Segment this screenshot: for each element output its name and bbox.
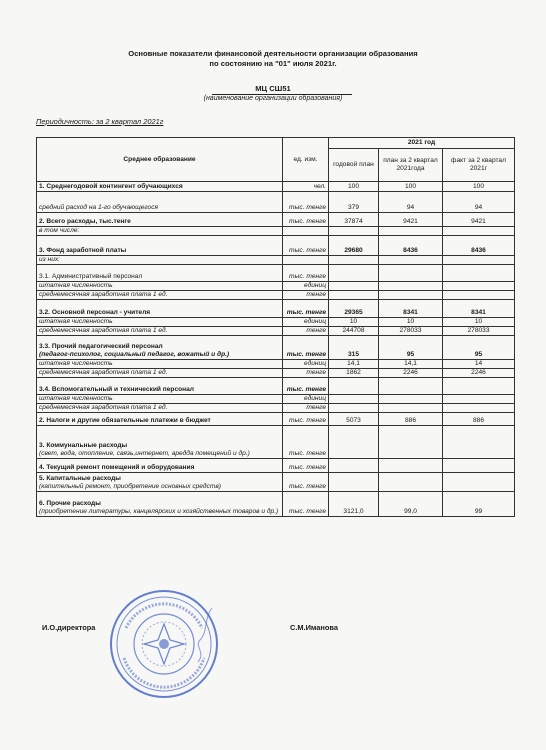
- row-unit: тыс. тенге: [283, 265, 329, 282]
- row-value-fact: 100: [443, 182, 515, 192]
- row-value-qplan: 8341: [379, 300, 443, 318]
- row-value-fact: [443, 291, 515, 300]
- row-value-plan: [329, 282, 379, 291]
- official-seal-stamp: [108, 588, 220, 700]
- table-row: [37, 192, 515, 213]
- table-row: [37, 336, 515, 360]
- row-label: 1. Среднегодовой контингент обучающихся: [37, 182, 283, 192]
- row-label: штатная численность: [37, 318, 283, 327]
- table-row: [37, 404, 515, 413]
- row-value-plan: [329, 256, 379, 265]
- table-row: [37, 291, 515, 300]
- row-value-qplan: [379, 282, 443, 291]
- row-value-qplan: 9421: [379, 213, 443, 227]
- row-value-qplan: [379, 426, 443, 459]
- row-label: среднемесячная заработная плата 1 ед.: [37, 404, 283, 413]
- row-unit: единиц: [283, 318, 329, 327]
- signature-position: И.О.директора: [42, 623, 96, 632]
- header-quarter-plan: план за 2 квартал 2021года: [379, 149, 443, 182]
- row-value-plan: [329, 395, 379, 404]
- row-value-fact: 95: [443, 336, 515, 360]
- table-row: [37, 395, 515, 404]
- row-label: 5. Капитальные расходы (капительный ремонт, приобретение основных средств): [37, 473, 283, 492]
- row-value-plan: [329, 473, 379, 492]
- table-row: [37, 426, 515, 459]
- row-label: 2. Налоги и другие обязательные платежи в бюджет: [37, 413, 283, 426]
- table-row: [37, 300, 515, 318]
- header-unit: ед. изм.: [283, 138, 329, 182]
- row-value-fact: [443, 265, 515, 282]
- row-value-fact: 99: [443, 492, 515, 517]
- header-quarter-fact: факт за 2 квартал 2021г: [443, 149, 515, 182]
- row-value-qplan: [379, 227, 443, 236]
- row-value-fact: [443, 426, 515, 459]
- row-value-plan: [329, 265, 379, 282]
- row-unit: тыс. тенге: [283, 473, 329, 492]
- row-value-qplan: 8436: [379, 236, 443, 256]
- organization-name: МЦ СШ51: [255, 84, 291, 93]
- row-value-plan: 29680: [329, 236, 379, 256]
- table-row: [37, 256, 515, 265]
- row-value-plan: 244708: [329, 327, 379, 336]
- row-value-qplan: [379, 291, 443, 300]
- row-value-plan: 3121,0: [329, 492, 379, 517]
- table-row: [37, 327, 515, 336]
- row-unit: тыс. тенге: [283, 236, 329, 256]
- table-row: [37, 236, 515, 256]
- table-row: [37, 492, 515, 517]
- document-title: Основные показатели финансовой деятельности организации образования: [128, 49, 418, 58]
- table-row: [37, 378, 515, 395]
- row-label: 4. Текущий ремонт помещений и оборудования: [37, 459, 283, 473]
- row-value-qplan: 99,0: [379, 492, 443, 517]
- table-row: [37, 282, 515, 291]
- row-value-fact: [443, 282, 515, 291]
- row-label: штатная численность: [37, 360, 283, 369]
- row-label: 3.2. Основной персонал - учителя: [37, 300, 283, 318]
- table-row: [37, 369, 515, 378]
- row-value-fact: 8341: [443, 300, 515, 318]
- row-label: 3.3. Прочий педагогический персонал (педагог-психолог, социальный педагог, вожатый и др.): [37, 336, 283, 360]
- row-value-qplan: 886: [379, 413, 443, 426]
- row-label: среднемесячная заработная плата 1 ед.: [37, 327, 283, 336]
- row-value-qplan: [379, 395, 443, 404]
- row-value-plan: 10: [329, 318, 379, 327]
- table-row: [37, 360, 515, 369]
- table-row: [37, 413, 515, 426]
- row-value-plan: [329, 291, 379, 300]
- row-value-fact: [443, 378, 515, 395]
- document-date: по состоянию на "01" июля 2021г.: [209, 59, 337, 68]
- row-unit: тыс. тенге: [283, 459, 329, 473]
- row-value-plan: 315: [329, 336, 379, 360]
- header-indicator: Среднее образование: [37, 138, 283, 182]
- row-value-qplan: [379, 378, 443, 395]
- row-unit: [283, 256, 329, 265]
- row-value-fact: [443, 473, 515, 492]
- row-label: среднемесячная заработная плата 1 ед.: [37, 291, 283, 300]
- row-value-fact: 8436: [443, 236, 515, 256]
- row-unit: тыс. тенге: [283, 300, 329, 318]
- row-value-fact: [443, 256, 515, 265]
- row-value-plan: 29365: [329, 300, 379, 318]
- row-value-qplan: [379, 265, 443, 282]
- row-value-qplan: [379, 459, 443, 473]
- row-value-plan: [329, 459, 379, 473]
- row-unit: тыс. тенге: [283, 492, 329, 517]
- row-label: 3.1. Административный персонал: [37, 265, 283, 282]
- row-value-fact: 2246: [443, 369, 515, 378]
- row-value-qplan: [379, 404, 443, 413]
- row-value-qplan: 14,1: [379, 360, 443, 369]
- row-label: штатная численность: [37, 395, 283, 404]
- row-value-qplan: 94: [379, 192, 443, 213]
- periodicity-label: Периодичность: за 2 квартал 2021г: [36, 117, 164, 126]
- row-value-fact: 9421: [443, 213, 515, 227]
- row-value-plan: 379: [329, 192, 379, 213]
- row-unit: тыс. тенге: [283, 336, 329, 360]
- organization-caption: (наименование организации образования): [203, 95, 343, 102]
- row-label: 6. Прочие расходы (приобретение литературы, канцелярских и хозяйственных товаров и др.): [37, 492, 283, 517]
- row-unit: тенге: [283, 327, 329, 336]
- header-annual-plan: годовой план: [329, 149, 379, 182]
- row-unit: тенге: [283, 404, 329, 413]
- table-body: [37, 182, 515, 517]
- row-value-fact: [443, 404, 515, 413]
- row-value-qplan: 2246: [379, 369, 443, 378]
- row-value-plan: 37874: [329, 213, 379, 227]
- row-unit: тыс. тенге: [283, 426, 329, 459]
- row-value-fact: 14: [443, 360, 515, 369]
- row-unit: тыс. тенге: [283, 413, 329, 426]
- row-unit: тенге: [283, 369, 329, 378]
- row-value-fact: 10: [443, 318, 515, 327]
- row-unit: единиц: [283, 282, 329, 291]
- row-value-plan: [329, 426, 379, 459]
- row-unit: тыс. тенге: [283, 378, 329, 395]
- row-label: из них:: [37, 256, 283, 265]
- row-value-fact: [443, 395, 515, 404]
- row-value-fact: [443, 459, 515, 473]
- row-value-qplan: 95: [379, 336, 443, 360]
- header-year: 2021 год: [329, 138, 515, 149]
- row-label: средний расход на 1-го обучающегося: [37, 192, 283, 213]
- table-row: [37, 473, 515, 492]
- row-value-qplan: 100: [379, 182, 443, 192]
- row-value-fact: 278033: [443, 327, 515, 336]
- table-row: [37, 182, 515, 192]
- row-label: в том числе:: [37, 227, 283, 236]
- row-label: штатная численность: [37, 282, 283, 291]
- row-unit: [283, 227, 329, 236]
- row-label: среднемесячная заработная плата 1 ед.: [37, 369, 283, 378]
- signature-name: С.М.Иманова: [290, 623, 338, 632]
- row-unit: тыс. тенге: [283, 192, 329, 213]
- row-unit: единиц: [283, 360, 329, 369]
- row-label: 3. Фонд заработной платы: [37, 236, 283, 256]
- row-value-fact: [443, 227, 515, 236]
- table-row: [37, 265, 515, 282]
- row-value-plan: 1862: [329, 369, 379, 378]
- row-value-qplan: 278033: [379, 327, 443, 336]
- row-value-fact: 94: [443, 192, 515, 213]
- row-value-plan: [329, 227, 379, 236]
- row-value-qplan: 10: [379, 318, 443, 327]
- table-row: [37, 227, 515, 236]
- row-value-plan: [329, 404, 379, 413]
- row-value-fact: 886: [443, 413, 515, 426]
- row-unit: тенге: [283, 291, 329, 300]
- row-value-plan: 100: [329, 182, 379, 192]
- row-label: 3.4. Вспомогательный и технический персонал: [37, 378, 283, 395]
- row-unit: тыс. тенге: [283, 213, 329, 227]
- row-value-plan: 14,1: [329, 360, 379, 369]
- row-value-plan: [329, 378, 379, 395]
- row-label: 2. Всего расходы, тыс.тенге: [37, 213, 283, 227]
- row-label: 3. Коммунальные расходы (свет, вода, отопление, связь,интернет, аредда помещений и др.): [37, 426, 283, 459]
- row-value-plan: 5073: [329, 413, 379, 426]
- table-row: [37, 213, 515, 227]
- table-row: [37, 318, 515, 327]
- row-unit: чел.: [283, 182, 329, 192]
- table-row: [37, 459, 515, 473]
- row-value-qplan: [379, 256, 443, 265]
- row-value-qplan: [379, 473, 443, 492]
- row-unit: единиц: [283, 395, 329, 404]
- financial-table: [36, 137, 515, 517]
